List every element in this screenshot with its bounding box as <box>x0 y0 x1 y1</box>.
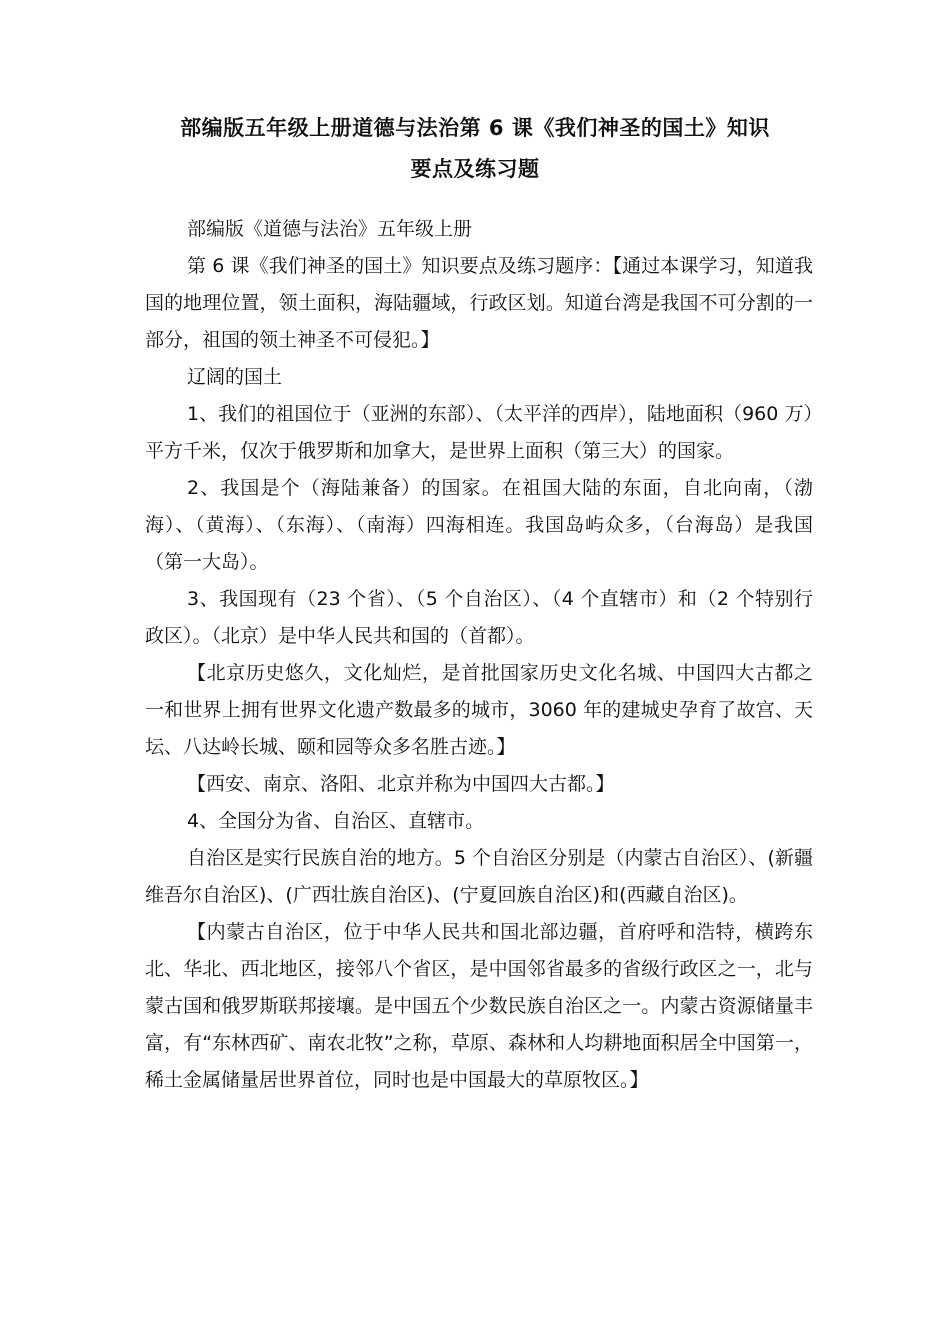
ancient-capitals-note-paragraph: 【西安、南京、洛阳、北京并称为中国四大古都。】 <box>187 773 615 795</box>
title-line-1: 部编版五年级上册道德与法治第 6 课《我们神圣的国土》知识 <box>180 116 770 140</box>
inner-mongolia-note-paragraph: 【内蒙古自治区，位于中华人民共和国北部边疆，首府呼和浩特，横跨东北、华北、西北地区，接邻八个省区，是中国邻省最多的省级行政区之一，北与蒙古国和俄罗斯联邦接壤。是中国五个少数民族自治区之一。内蒙古资源储量丰富，有“东林西矿、南农北牧”之称，草原、森林和人均耕地面积居全中国第一，稀土金属储量居世界首位，同时也是中国最大的草原牧区。】 <box>145 921 813 1091</box>
document-title <box>140 108 810 190</box>
autonomous-regions-paragraph: 自治区是实行民族自治的地方。5 个自治区分别是（内蒙古自治区）、(新疆维吾尔自治区)、(广西壮族自治区)、(宁夏回族自治区)和(西藏自治区)。 <box>145 847 813 906</box>
section-heading: 辽阔的国土 <box>187 366 283 388</box>
lesson-intro-paragraph: 第 6 课《我们神圣的国土》知识要点及练习题序：【通过本课学习，知道我国的地理位置，领土面积，海陆疆域，行政区划。知道台湾是我国不可分割的一部分，祖国的领土神圣不可侵犯。】 <box>145 255 813 351</box>
point-2-paragraph: 2、我国是个（海陆兼备）的国家。在祖国大陆的东面，自北向南，（渤海）、（黄海）、（东海）、（南海）四海相连。我国岛屿众多，（台海岛）是我国（第一大岛）。 <box>145 477 813 573</box>
point-4-paragraph: 4、全国分为省、自治区、直辖市。 <box>187 810 485 832</box>
point-1-paragraph: 1、我们的祖国位于（亚洲的东部）、（太平洋的西岸），陆地面积（960 万）平方千米，仅次于俄罗斯和加拿大，是世界上面积（第三大）的国家。 <box>145 403 813 462</box>
subtitle-paragraph: 部编版《道德与法治》五年级上册 <box>187 218 473 240</box>
document-body <box>145 211 813 1099</box>
beijing-note-paragraph: 【北京历史悠久，文化灿烂，是首批国家历史文化名城、中国四大古都之一和世界上拥有世界文化遗产数最多的城市，3060 年的建城史孕育了故宫、天坛、八达岭长城、颐和园等众多名胜古迹。】 <box>145 662 813 758</box>
title-line-2: 要点及练习题 <box>410 157 540 181</box>
point-3-paragraph: 3、我国现有（23 个省）、（5 个自治区）、（4 个直辖市）和（2 个特别行政区）。（北京）是中华人民共和国的（首都）。 <box>145 588 813 647</box>
